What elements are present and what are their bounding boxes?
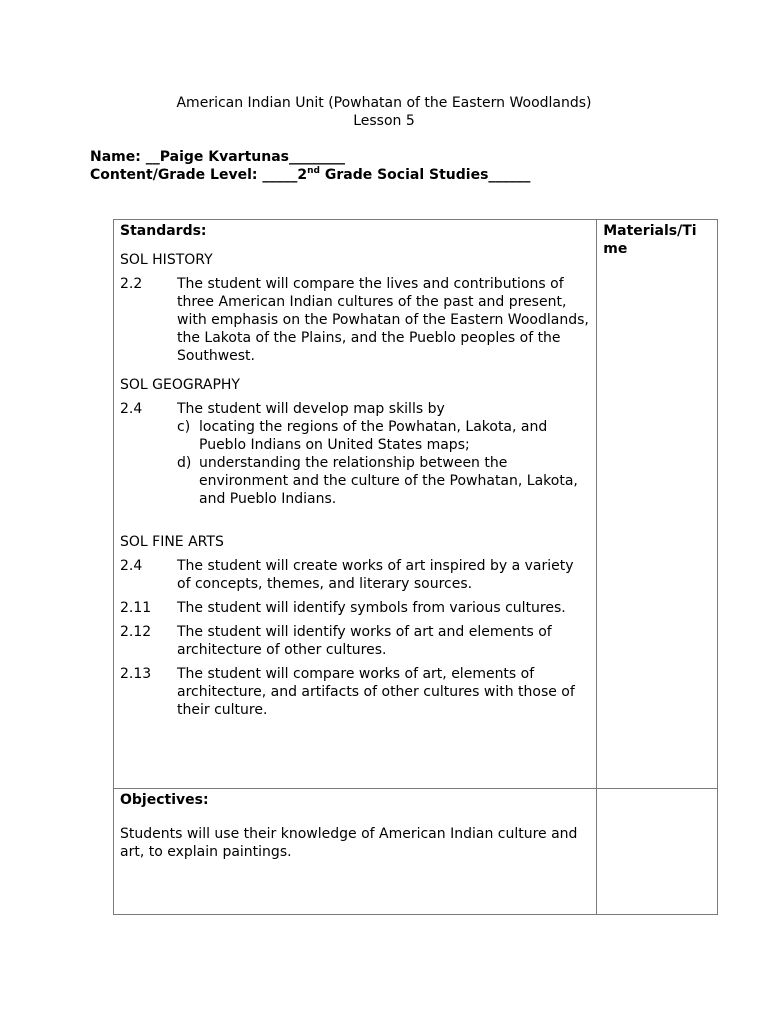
standard-text: The student will identify works of art and elements of architecture of other cultures. xyxy=(177,624,552,658)
standard-number: 2.11 xyxy=(120,600,152,616)
standards-heading: Standards: xyxy=(120,223,207,239)
standard-item xyxy=(120,665,590,719)
objectives-row xyxy=(114,789,718,915)
document-title xyxy=(0,94,768,130)
standard-number: 2.13 xyxy=(120,666,152,682)
content-label: Content/Grade Level: xyxy=(90,167,258,183)
standard-text-intro: The student will develop map skills by xyxy=(177,401,445,417)
standard-text: The student will compare the lives and contributions of three American Indian cultures of the past and present, with emphasis on the Powhatan of the Eastern Woodlands, the Lakota of the Plains, and the Pueblo peoples of the Southwest. xyxy=(177,276,589,364)
sub-item xyxy=(177,454,590,508)
standard-number: 2.12 xyxy=(120,624,152,640)
standards-row xyxy=(114,220,718,789)
name-label: Name: xyxy=(90,149,141,165)
title-line-2: Lesson 5 xyxy=(353,113,415,129)
sub-item-text: understanding the relationship between the environment and the culture of the Powhatan, Lakota, and Pueblo Indians. xyxy=(199,455,578,507)
lesson-header xyxy=(90,148,530,184)
content-level-line xyxy=(90,166,530,184)
content-value-post: Grade Social Studies______ xyxy=(319,167,531,183)
standard-number: 2.2 xyxy=(120,276,143,292)
standard-number: 2.4 xyxy=(120,558,143,574)
section-heading-fine-arts: SOL FINE ARTS xyxy=(120,534,224,550)
name-value: __Paige Kvartunas________ xyxy=(145,149,345,165)
objectives-heading: Objectives: xyxy=(120,792,209,808)
objectives-materials-cell xyxy=(597,789,718,915)
materials-cell xyxy=(597,220,718,789)
standard-text: The student will create works of art inspired by a variety of concepts, themes, and literary sources. xyxy=(177,558,574,592)
content-value-sup: nd xyxy=(307,166,320,176)
standard-item xyxy=(120,275,590,365)
standard-item xyxy=(120,623,590,659)
standard-number: 2.4 xyxy=(120,401,143,417)
name-line xyxy=(90,148,530,166)
lesson-plan-table xyxy=(113,219,718,915)
section-heading-history: SOL HISTORY xyxy=(120,252,213,268)
objectives-text: Students will use their knowledge of American Indian culture and art, to explain paintings. xyxy=(120,826,578,860)
standards-cell xyxy=(114,220,597,789)
standard-item xyxy=(120,557,590,593)
sub-item xyxy=(177,418,590,454)
objectives-cell xyxy=(114,789,597,915)
sub-item-letter: c) xyxy=(177,419,191,435)
sub-item-text: locating the regions of the Powhatan, Lakota, and Pueblo Indians on United States maps; xyxy=(199,419,548,453)
standard-text xyxy=(177,400,590,508)
title-line-1: American Indian Unit (Powhatan of the Eastern Woodlands) xyxy=(176,95,592,111)
content-value-pre: _____2 xyxy=(262,167,308,183)
standard-text: The student will identify symbols from various cultures. xyxy=(177,600,566,616)
standard-item xyxy=(120,599,590,617)
materials-heading: Materials/Time xyxy=(603,223,697,257)
standard-text: The student will compare works of art, elements of architecture, and artifacts of other cultures with those of their culture. xyxy=(177,666,575,718)
sub-item-letter: d) xyxy=(177,455,192,471)
standard-item xyxy=(120,400,590,508)
section-heading-geography: SOL GEOGRAPHY xyxy=(120,377,240,393)
